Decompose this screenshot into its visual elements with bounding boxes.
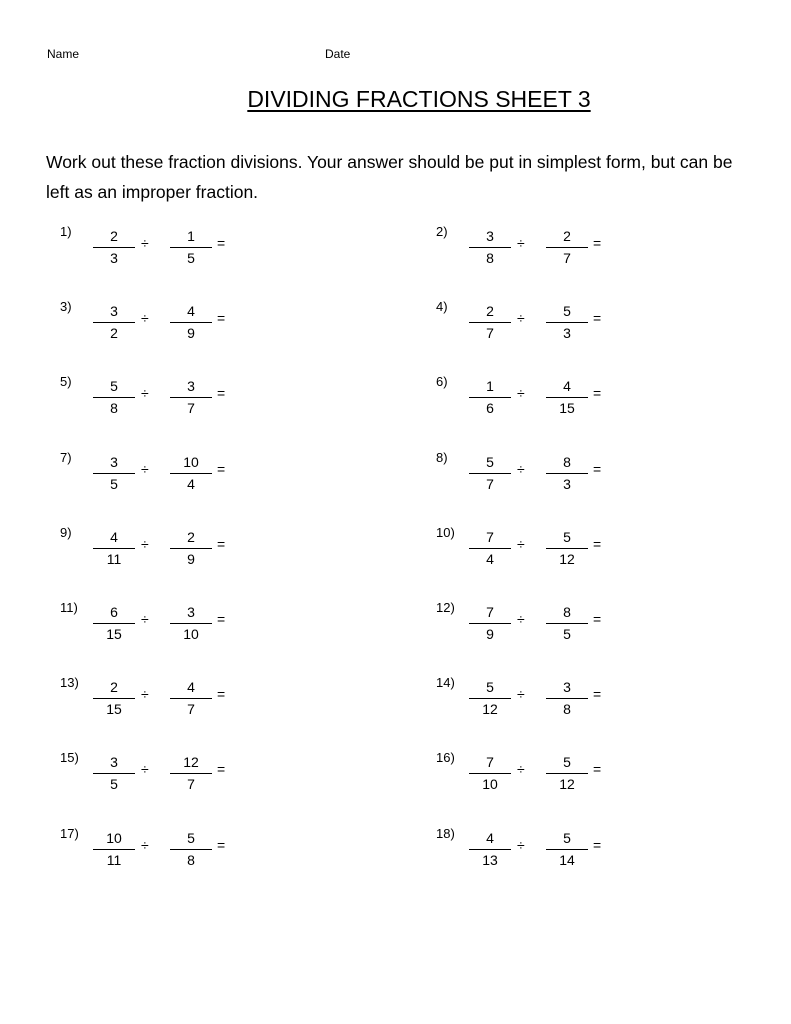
denominator: 15: [106, 701, 122, 717]
fraction-bar: [469, 623, 511, 624]
fraction-bar: [170, 473, 212, 474]
equals-sign: =: [593, 611, 602, 627]
denominator: 8: [563, 701, 571, 717]
denominator: 15: [559, 400, 575, 416]
fraction-bar: [93, 849, 135, 850]
problem-4: [436, 299, 736, 353]
fraction: [170, 378, 212, 417]
denominator: 9: [187, 551, 195, 567]
denominator: 7: [187, 400, 195, 416]
denominator: 10: [482, 776, 498, 792]
numerator: 4: [187, 679, 195, 695]
fraction: [170, 529, 212, 568]
problem-number: 5): [60, 374, 72, 389]
problem-1: [60, 224, 360, 278]
numerator: 5: [187, 830, 195, 846]
numerator: 12: [183, 754, 199, 770]
numerator: 2: [563, 228, 571, 244]
divide-sign: ÷: [141, 310, 149, 326]
denominator: 7: [563, 250, 571, 266]
denominator: 4: [187, 476, 195, 492]
divide-sign: ÷: [517, 611, 525, 627]
denominator: 5: [563, 626, 571, 642]
numerator: 10: [106, 830, 122, 846]
equals-sign: =: [593, 761, 602, 777]
fraction: [170, 303, 212, 342]
equals-sign: =: [593, 536, 602, 552]
fraction-bar: [469, 247, 511, 248]
numerator: 8: [563, 604, 571, 620]
fraction-bar: [93, 548, 135, 549]
equals-sign: =: [593, 837, 602, 853]
numerator: 3: [486, 228, 494, 244]
denominator: 11: [106, 551, 122, 567]
equals-sign: =: [217, 385, 226, 401]
divide-sign: ÷: [141, 235, 149, 251]
fraction: [546, 830, 588, 869]
divide-sign: ÷: [517, 686, 525, 702]
problem-16: [436, 750, 736, 804]
fraction-bar: [469, 698, 511, 699]
problem-5: [60, 374, 360, 428]
divide-sign: ÷: [141, 536, 149, 552]
fraction-bar: [469, 849, 511, 850]
numerator: 3: [110, 454, 118, 470]
denominator: 5: [110, 476, 118, 492]
divide-sign: ÷: [141, 686, 149, 702]
fraction: [546, 529, 588, 568]
numerator: 4: [486, 830, 494, 846]
fraction-bar: [546, 397, 588, 398]
denominator: 9: [187, 325, 195, 341]
divide-sign: ÷: [517, 235, 525, 251]
problem-number: 16): [436, 750, 455, 765]
fraction: [170, 228, 212, 267]
problem-number: 17): [60, 826, 79, 841]
problem-7: [60, 450, 360, 504]
fraction-bar: [93, 473, 135, 474]
fraction: [469, 228, 511, 267]
problem-10: [436, 525, 736, 579]
problem-number: 10): [436, 525, 455, 540]
fraction: [93, 454, 135, 493]
problem-number: 4): [436, 299, 448, 314]
divide-sign: ÷: [141, 461, 149, 477]
fraction: [546, 754, 588, 793]
divide-sign: ÷: [517, 761, 525, 777]
fraction: [93, 754, 135, 793]
problem-17: [60, 826, 360, 880]
fraction: [469, 454, 511, 493]
denominator: 13: [482, 852, 498, 868]
numerator: 4: [110, 529, 118, 545]
divide-sign: ÷: [141, 385, 149, 401]
fraction: [469, 604, 511, 643]
fraction: [546, 604, 588, 643]
problem-15: [60, 750, 360, 804]
numerator: 2: [486, 303, 494, 319]
fraction-bar: [546, 548, 588, 549]
numerator: 7: [486, 754, 494, 770]
numerator: 6: [110, 604, 118, 620]
fraction-bar: [546, 623, 588, 624]
fraction-bar: [93, 623, 135, 624]
divide-sign: ÷: [517, 310, 525, 326]
fraction-bar: [170, 322, 212, 323]
problem-number: 14): [436, 675, 455, 690]
denominator: 7: [187, 776, 195, 792]
problem-number: 9): [60, 525, 72, 540]
equals-sign: =: [593, 310, 602, 326]
denominator: 4: [486, 551, 494, 567]
denominator: 8: [187, 852, 195, 868]
problem-18: [436, 826, 736, 880]
equals-sign: =: [593, 461, 602, 477]
numerator: 2: [187, 529, 195, 545]
fraction: [469, 303, 511, 342]
problem-number: 18): [436, 826, 455, 841]
fraction-bar: [170, 773, 212, 774]
denominator: 12: [482, 701, 498, 717]
equals-sign: =: [593, 385, 602, 401]
numerator: 10: [183, 454, 199, 470]
numerator: 5: [486, 454, 494, 470]
problem-12: [436, 600, 736, 654]
equals-sign: =: [593, 235, 602, 251]
fraction-bar: [93, 247, 135, 248]
problem-number: 2): [436, 224, 448, 239]
denominator: 6: [486, 400, 494, 416]
problem-9: [60, 525, 360, 579]
worksheet-title: DIVIDING FRACTIONS SHEET 3: [247, 86, 591, 112]
divide-sign: ÷: [517, 385, 525, 401]
fraction: [546, 378, 588, 417]
fraction-bar: [93, 397, 135, 398]
equals-sign: =: [217, 611, 226, 627]
problem-14: [436, 675, 736, 729]
problem-number: 6): [436, 374, 448, 389]
divide-sign: ÷: [517, 536, 525, 552]
date-label: Date: [325, 47, 351, 61]
denominator: 7: [486, 325, 494, 341]
fraction-bar: [170, 623, 212, 624]
denominator: 3: [563, 476, 571, 492]
fraction-bar: [93, 698, 135, 699]
denominator: 3: [110, 250, 118, 266]
numerator: 4: [563, 378, 571, 394]
fraction-bar: [546, 849, 588, 850]
numerator: 1: [187, 228, 195, 244]
numerator: 5: [563, 303, 571, 319]
problem-number: 13): [60, 675, 79, 690]
divide-sign: ÷: [517, 461, 525, 477]
numerator: 5: [486, 679, 494, 695]
numerator: 4: [187, 303, 195, 319]
denominator: 11: [106, 852, 122, 868]
problem-number: 11): [60, 600, 78, 615]
problem-11: [60, 600, 360, 654]
numerator: 3: [187, 604, 195, 620]
fraction-bar: [170, 247, 212, 248]
equals-sign: =: [593, 686, 602, 702]
fraction: [469, 754, 511, 793]
denominator: 5: [187, 250, 195, 266]
denominator: 14: [559, 852, 575, 868]
fraction-bar: [469, 773, 511, 774]
numerator: 3: [187, 378, 195, 394]
denominator: 15: [106, 626, 122, 642]
equals-sign: =: [217, 837, 226, 853]
fraction: [170, 679, 212, 718]
problem-13: [60, 675, 360, 729]
denominator: 3: [563, 325, 571, 341]
fraction: [93, 529, 135, 568]
numerator: 7: [486, 529, 494, 545]
fraction: [546, 679, 588, 718]
fraction: [93, 604, 135, 643]
fraction: [170, 830, 212, 869]
fraction-bar: [170, 548, 212, 549]
fraction: [93, 378, 135, 417]
numerator: 5: [110, 378, 118, 394]
divide-sign: ÷: [141, 837, 149, 853]
numerator: 3: [110, 754, 118, 770]
fraction-bar: [546, 247, 588, 248]
equals-sign: =: [217, 686, 226, 702]
fraction-bar: [546, 698, 588, 699]
fraction-bar: [546, 773, 588, 774]
fraction: [93, 228, 135, 267]
numerator: 2: [110, 228, 118, 244]
fraction: [546, 454, 588, 493]
fraction-bar: [546, 322, 588, 323]
problem-8: [436, 450, 736, 504]
fraction: [170, 604, 212, 643]
numerator: 3: [110, 303, 118, 319]
problem-number: 12): [436, 600, 455, 615]
fraction-bar: [469, 397, 511, 398]
fraction: [170, 454, 212, 493]
fraction-bar: [93, 773, 135, 774]
problem-6: [436, 374, 736, 428]
fraction: [469, 378, 511, 417]
fraction-bar: [93, 322, 135, 323]
fraction-bar: [546, 473, 588, 474]
fraction: [170, 754, 212, 793]
fraction-bar: [469, 322, 511, 323]
denominator: 8: [486, 250, 494, 266]
divide-sign: ÷: [141, 611, 149, 627]
numerator: 5: [563, 754, 571, 770]
problem-number: 3): [60, 299, 72, 314]
problem-2: [436, 224, 736, 278]
denominator: 8: [110, 400, 118, 416]
problem-number: 7): [60, 450, 72, 465]
fraction-bar: [170, 698, 212, 699]
denominator: 10: [183, 626, 199, 642]
instructions-text: Work out these fraction divisions. Your answer should be put in simplest form, but can be left as an improper fraction.: [46, 152, 733, 202]
equals-sign: =: [217, 461, 226, 477]
equals-sign: =: [217, 536, 226, 552]
fraction: [93, 679, 135, 718]
fraction: [93, 830, 135, 869]
divide-sign: ÷: [141, 761, 149, 777]
name-label: Name: [47, 47, 80, 61]
fraction: [469, 679, 511, 718]
fraction: [546, 303, 588, 342]
problem-number: 8): [436, 450, 448, 465]
problem-3: [60, 299, 360, 353]
numerator: 8: [563, 454, 571, 470]
numerator: 5: [563, 529, 571, 545]
fraction-bar: [170, 849, 212, 850]
numerator: 3: [563, 679, 571, 695]
fraction: [546, 228, 588, 267]
divide-sign: ÷: [517, 837, 525, 853]
fraction-bar: [469, 473, 511, 474]
denominator: 12: [559, 776, 575, 792]
numerator: 2: [110, 679, 118, 695]
denominator: 5: [110, 776, 118, 792]
denominator: 2: [110, 325, 118, 341]
fraction-bar: [170, 397, 212, 398]
fraction: [93, 303, 135, 342]
numerator: 1: [486, 378, 494, 394]
denominator: 12: [559, 551, 575, 567]
fraction: [469, 830, 511, 869]
denominator: 9: [486, 626, 494, 642]
equals-sign: =: [217, 761, 226, 777]
problem-number: 1): [60, 224, 72, 239]
problem-number: 15): [60, 750, 79, 765]
fraction-bar: [469, 548, 511, 549]
fraction: [469, 529, 511, 568]
equals-sign: =: [217, 235, 226, 251]
numerator: 7: [486, 604, 494, 620]
denominator: 7: [187, 701, 195, 717]
numerator: 5: [563, 830, 571, 846]
equals-sign: =: [217, 310, 226, 326]
denominator: 7: [486, 476, 494, 492]
